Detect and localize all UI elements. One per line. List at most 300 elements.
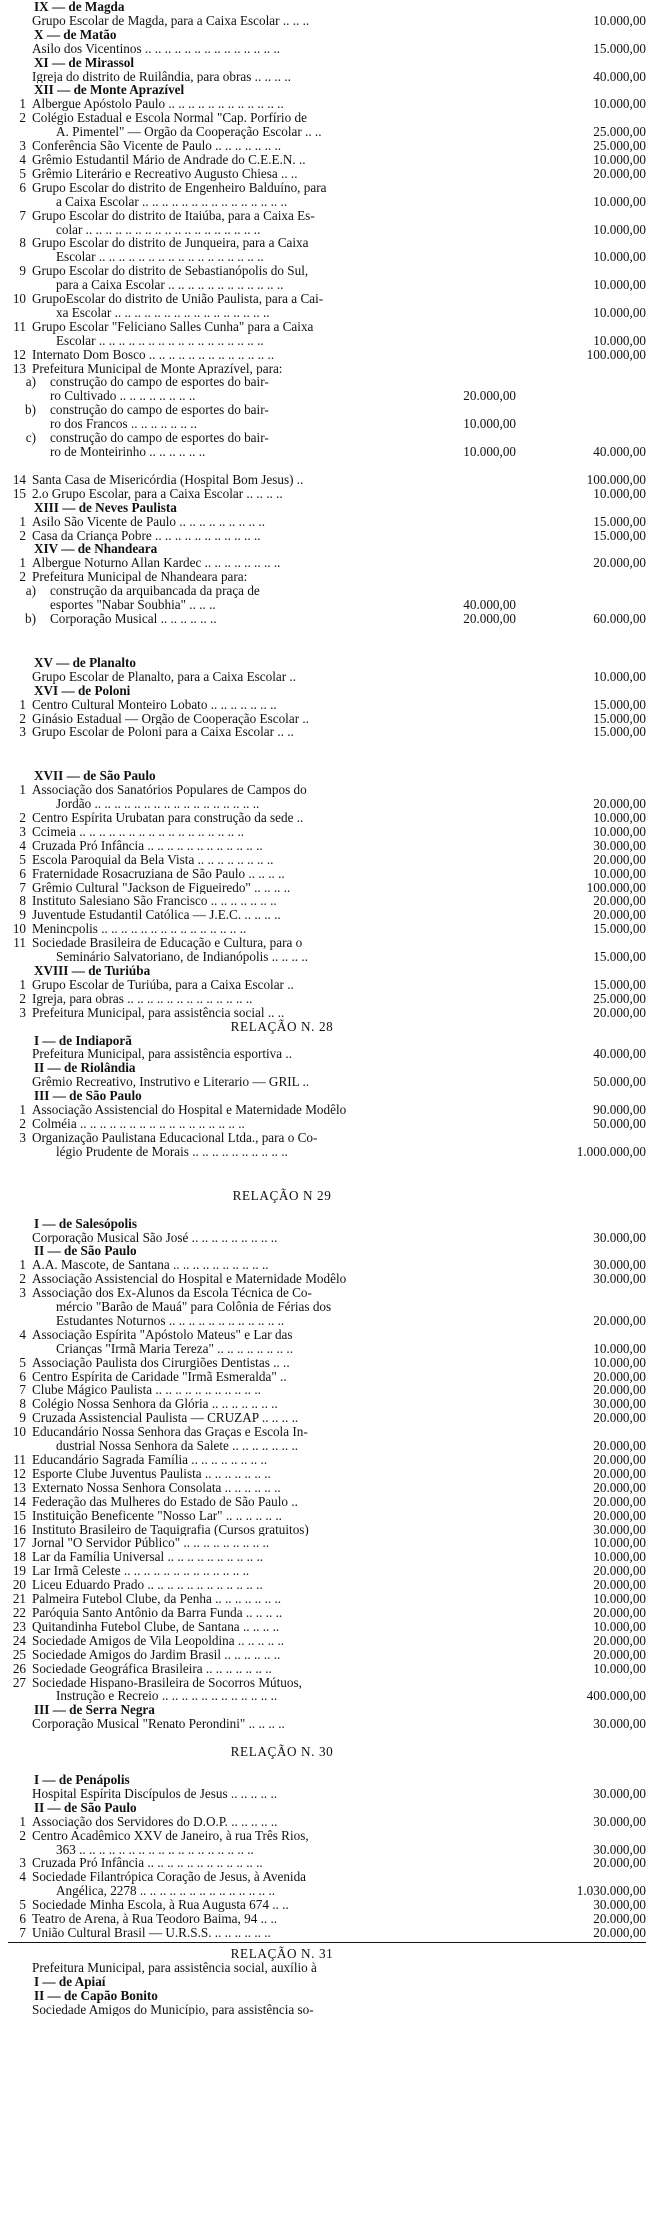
item-amount: 10.000,00 [593,278,646,293]
list-item [8,1523,646,1537]
item-text: Grupo Escolar do distrito de Junqueira, para a Caixa [32,236,309,251]
item-text: Prefeitura Municipal de Monte Aprazível, para: [32,361,283,376]
item-number: 9 [19,264,26,279]
list-item [8,1425,646,1439]
item-number: 12 [12,1466,26,1481]
item-number: 4 [19,152,26,167]
item-amount: 10.000,00 [593,152,646,167]
list-item [8,797,646,811]
item-text: Instituto Salesiano São Francisco .. .. .. .. .. .. .. [32,894,277,909]
item-amount: 10.000,00 [593,669,646,684]
section-title: XIV — de Nhandeara [34,542,158,557]
section-heading [8,1801,646,1815]
item-text: Seminário Salvatoriano, de Indianópolis .. .. .. .. [56,950,308,964]
list-item [8,992,646,1006]
item-number: 5 [19,166,26,181]
item-amount: 15.000,00 [593,977,646,992]
list-item [8,894,646,908]
item-amount: 20.000,00 [593,556,646,571]
sub-item-text: Corporação Musical .. .. .. .. .. .. [50,611,217,626]
list-item [8,1272,646,1286]
sub-item-amount: 40.000,00 [463,598,516,612]
item-text: Grupo Escolar "Feliciano Salles Cunha" para a Caixa [32,319,314,334]
item-amount: 10.000,00 [593,250,646,265]
item-text: Escola Paroquial da Bela Vista .. .. .. .. .. .. .. .. [32,852,274,867]
list-item [8,153,646,167]
item-text: Lar da Família Universal .. .. .. .. .. .. .. .. .. .. [32,1550,264,1565]
item-amount: 10.000,00 [593,486,646,501]
list-item [8,1286,646,1300]
sub-item-text: construção do campo de esportes do bair- [50,375,269,390]
list-item [8,362,646,376]
item-number: 11 [13,1453,26,1467]
item-amount: 10.000,00 [593,1536,646,1551]
sub-item-row [8,612,646,626]
list-item [8,264,646,278]
section-heading [8,542,646,556]
item-amount: 30.000,00 [593,1258,646,1273]
item-text: Sociedade Hispano-Brasileira de Socorros Mútuos, [32,1675,302,1690]
list-item [8,1787,646,1801]
section-heading [8,0,646,14]
list-item [8,1912,646,1926]
item-number: 7 [19,208,26,223]
item-text: Lar Irmã Celeste .. .. .. .. .. .. .. .. .. .. .. .. .. [32,1564,250,1579]
list-item [8,881,646,895]
item-text: Associação Assistencial do Hospital e Maternidade Modêlo [32,1103,347,1117]
item-text: mércio "Barão de Mauá" para Colônia de Férias dos [56,1300,332,1314]
item-amount: 10.000,00 [593,222,646,237]
item-number: 3 [19,1286,26,1301]
item-number: 20 [12,1578,26,1593]
list-item [8,1676,646,1690]
list-item [8,1634,646,1648]
item-text: Educandário Sagrada Família .. .. .. .. .. .. .. .. [32,1453,268,1467]
list-item [8,209,646,223]
item-number: 10 [12,292,26,306]
item-amount: 20.000,00 [593,1605,646,1620]
item-amount: 25.000,00 [593,125,646,140]
item-text: Sociedade Amigos do Município, para assistência so- [32,2002,314,2017]
section-heading [8,656,646,670]
item-text: Grêmio Recreativo, Instrutivo e Literario — GRIL .. [32,1075,310,1090]
item-number: 13 [12,361,26,376]
list-item [8,1578,646,1592]
item-number: 4 [19,838,26,853]
item-amount: 30.000,00 [593,1522,646,1537]
list-item [8,853,646,867]
item-text: Ginásio Estadual — Orgão de Cooperação Escolar .. [32,711,309,726]
item-text: Igreja, para obras .. .. .. .. .. .. .. .. .. .. .. .. .. [32,991,253,1006]
item-amount: 25.000,00 [593,139,646,153]
item-amount: 10.000,00 [593,1592,646,1606]
item-number: 14 [12,1494,26,1509]
list-item [8,236,646,250]
item-number: 2 [19,570,26,585]
sub-item-letter: a) [25,584,36,599]
item-text: Teatro de Arena, à Rua Teodoro Baima, 94 .. .. [32,1912,278,1926]
item-number: 4 [19,1870,26,1885]
item-text: Associação dos Sanatórios Populares de Campos do [32,783,307,798]
item-amount: 10.000,00 [593,1355,646,1370]
item-number: 2 [19,528,26,543]
section-title: XII — de Monte Aprazível [34,83,185,98]
item-text: Grupo Escolar do distrito de Itaiúba, para a Caixa Es- [32,208,315,223]
item-amount: 30.000,00 [593,1814,646,1829]
item-amount: 10.000,00 [593,1550,646,1565]
spacer [8,1203,646,1217]
spacer [8,459,646,473]
sub-item-text: construção da arquibancada da praça de [50,584,260,599]
list-item [8,181,646,195]
list-item [8,1961,646,1975]
item-number: 1 [19,556,26,571]
item-text: Sociedade Brasileira de Educação e Cultura, para o [32,936,303,951]
sub-item-row [8,445,646,459]
item-text: Grupo Escolar de Magda, para a Caixa Escolar .. .. .. [32,13,310,28]
item-number: 7 [19,1926,26,1940]
item-amount: 400.000,00 [586,1689,646,1704]
item-text: Internato Dom Bosco .. .. .. .. .. .. .. .. .. .. .. .. .. [32,347,275,362]
list-item [8,1075,646,1089]
item-amount: 10.000,00 [593,305,646,320]
item-number: 6 [19,180,26,195]
item-text: Cruzada Pró Infância .. .. .. .. .. .. .. .. .. .. .. .. [32,1856,263,1871]
item-amount: 20.000,00 [593,1564,646,1579]
list-item [8,1006,646,1020]
item-amount: 20.000,00 [593,797,646,812]
item-number: 23 [12,1619,26,1634]
item-amount: 15.000,00 [593,711,646,726]
list-item [8,1843,646,1857]
sub-item-letter: c) [25,431,36,445]
item-number: 16 [12,1522,26,1537]
item-number: 8 [19,236,26,251]
list-item [8,1536,646,1550]
item-text: Organização Paulistana Educacional Ltda., para o Co- [32,1130,318,1145]
list-item [8,811,646,825]
item-text: Albergue Apóstolo Paulo .. .. .. .. .. .. .. .. .. .. .. .. [32,97,284,112]
section-heading [8,28,646,42]
item-number: 19 [12,1564,26,1579]
sub-item-row [8,389,646,403]
item-text: Corporação Musical "Renato Perondini" .. .. .. .. [32,1717,285,1732]
section-heading [8,964,646,978]
section-heading [8,1244,646,1258]
item-amount: 10.000,00 [593,811,646,825]
list-item [8,1884,646,1898]
item-amount: 15.000,00 [593,697,646,712]
item-amount: 20.000,00 [593,1633,646,1648]
item-text: Colégio Estadual e Escola Normal "Cap. Porfírio de [32,111,307,126]
item-number: 2 [19,711,26,726]
item-text: Escolar .. .. .. .. .. .. .. .. .. .. .. .. .. .. .. .. .. [56,250,264,265]
item-number: 17 [12,1536,26,1551]
list-item [8,473,646,487]
list-item [8,334,646,348]
list-item [8,1328,646,1342]
item-text: Grupo Escolar do distrito de Engenheiro Balduíno, para [32,180,327,195]
sub-item-row [8,431,646,445]
item-text: dustrial Nossa Senhora da Salete .. .. .. .. .. .. .. [56,1439,299,1453]
section-heading [8,1975,646,1989]
list-item [8,1495,646,1509]
list-item [8,1926,646,1940]
list-item [8,14,646,28]
item-amount: 20.000,00 [593,1647,646,1662]
item-number: 3 [19,1130,26,1145]
item-amount: 20.000,00 [593,1383,646,1398]
section-title: III — de Serra Negra [34,1703,155,1718]
item-amount: 20.000,00 [593,1912,646,1926]
item-amount: 10.000,00 [593,97,646,112]
sub-item-letter: a) [25,375,36,390]
item-number: 2 [19,111,26,126]
item-number: 8 [19,1397,26,1412]
section-heading [8,56,646,70]
item-text: Prefeitura Municipal, para assistência social .. .. [32,1005,285,1020]
sub-item-text: ro de Monteirinho .. .. .. .. .. .. [50,445,206,459]
spacer [8,1731,646,1745]
list-item [8,250,646,264]
item-number: 1 [19,1814,26,1829]
item-text: para a Caixa Escolar .. .. .. .. .. .. .. .. .. .. .. .. [56,278,284,293]
item-number: 3 [19,725,26,740]
list-item [8,292,646,306]
item-number: 13 [12,1480,26,1495]
list-item [8,725,646,739]
item-text: a Caixa Escolar .. .. .. .. .. .. .. .. .. .. .. .. .. .. .. [56,194,288,209]
item-amount: 20.000,00 [593,894,646,909]
item-number: 2 [19,991,26,1006]
item-text: Crianças "Irmã Maria Tereza" .. .. .. .. .. .. .. .. [56,1341,294,1356]
item-number: 3 [19,1856,26,1871]
item-text: Hospital Espírita Discípulos de Jesus .. .. .. .. .. [32,1786,278,1801]
item-number: 1 [19,97,26,112]
list-item [8,167,646,181]
item-number: 10 [12,922,26,937]
item-number: 10 [12,1425,26,1440]
item-amount: 15.000,00 [593,41,646,56]
item-text: Casa da Criança Pobre .. .. .. .. .. .. .. .. .. .. .. [32,528,261,543]
item-amount: 40.000,00 [593,69,646,84]
list-item [8,1689,646,1703]
sub-item-amount: 10.000,00 [463,417,516,432]
item-amount: 20.000,00 [593,1005,646,1020]
item-amount: 20.000,00 [593,852,646,867]
item-text: Federação das Mulheres do Estado de São Paulo .. [32,1494,298,1509]
item-text: xa Escolar .. .. .. .. .. .. .. .. .. .. .. .. .. .. .. .. [56,305,270,320]
item-text: Sociedade Amigos do Jardim Brasil .. .. .. .. .. .. [32,1647,281,1662]
item-text: colar .. .. .. .. .. .. .. .. .. .. .. .. .. .. .. .. .. .. [56,222,261,237]
item-text: Paróquia Santo Antônio da Barra Funda .. .. .. .. [32,1605,283,1620]
list-item [8,1648,646,1662]
section-heading [8,1989,646,2003]
item-text: Centro Acadêmico XXV de Janeiro, à rua Três Rios, [32,1828,309,1843]
list-item [8,936,646,950]
item-amount: 15.000,00 [593,922,646,937]
item-text: légio Prudente de Morais .. .. .. .. .. .. .. .. .. .. [56,1144,288,1159]
section-title: II — de Riolândia [34,1061,136,1076]
list-item [8,1117,646,1131]
item-amount: 30.000,00 [593,1786,646,1801]
item-text: Juventude Estudantil Católica — J.E.C. .. .. .. .. [32,908,281,923]
item-amount: 30.000,00 [593,1230,646,1245]
section-title: II — de São Paulo [34,1244,137,1259]
item-text: Escolar .. .. .. .. .. .. .. .. .. .. .. .. .. .. .. .. .. [56,333,264,348]
item-amount: 30.000,00 [593,1898,646,1913]
section-heading [8,1773,646,1787]
item-text: Menincpolis .. .. .. .. .. .. .. .. .. .. .. .. .. .. .. [32,922,247,937]
sub-item-text: esportes "Nabar Soubhia" .. .. .. [50,598,216,612]
section-title: I — de Salesópolis [34,1216,137,1231]
item-amount: 20.000,00 [593,1856,646,1871]
sub-item-amount: 20.000,00 [463,611,516,626]
item-text: Grêmio Estudantil Mário de Andrade do C.E.E.N. .. [32,152,306,167]
section-title: I — de Apiaí [34,1974,106,1989]
item-text: Associação dos Ex-Alunos da Escola Técnica de Co- [32,1286,312,1301]
item-number: 6 [19,1369,26,1384]
list-item [8,1300,646,1314]
item-text: Grupo Escolar de Turiúba, para a Caixa Escolar .. [32,977,294,992]
item-number: 5 [19,1355,26,1370]
list-item [8,1411,646,1425]
list-item [8,1815,646,1829]
item-text: Colméia .. .. .. .. .. .. .. .. .. .. .. .. .. .. .. .. .. [32,1116,245,1131]
item-number: 4 [19,1327,26,1342]
sub-item-text: ro dos Francos .. .. .. .. .. .. .. [50,417,197,432]
item-amount: 10.000,00 [593,1341,646,1356]
list-item [8,825,646,839]
item-text: Angélica, 2278 .. .. .. .. .. .. .. .. .. .. .. .. .. .. [56,1884,276,1899]
list-item [8,1131,646,1145]
item-amount: 50.000,00 [593,1116,646,1131]
item-text: Conferência São Vicente de Paulo .. .. .. .. .. .. .. [32,139,282,153]
list-item [8,1564,646,1578]
item-number: 5 [19,1898,26,1913]
item-text: Instrução e Recreio .. .. .. .. .. .. .. .. .. .. .. .. [56,1689,278,1704]
item-text: Esporte Clube Juventus Paulista .. .. .. .. .. .. .. [32,1466,271,1481]
list-item [8,1258,646,1272]
section-title: XVIII — de Turiúba [34,964,151,978]
item-number: 22 [12,1605,26,1620]
list-item [8,1662,646,1676]
item-amount: 60.000,00 [593,611,646,626]
item-number: 1 [19,1103,26,1117]
item-amount: 20.000,00 [593,1926,646,1940]
list-item [8,1370,646,1384]
section-heading [8,1089,646,1103]
item-text: Instituto Brasileiro de Taquigrafia (Cursos gratuitos) [32,1522,309,1537]
section-heading [8,684,646,698]
list-item [8,1481,646,1495]
item-number: 27 [12,1675,26,1690]
item-amount: 10.000,00 [593,1661,646,1676]
item-text: Cruzada Pró Infância .. .. .. .. .. .. .. .. .. .. .. .. [32,838,263,853]
item-amount: 20.000,00 [593,166,646,181]
item-amount: 15.000,00 [593,514,646,529]
list-item [8,1856,646,1870]
item-text: Palmeira Futebol Clube, da Penha .. .. .. .. .. .. .. [32,1592,282,1606]
item-number: 2 [19,1116,26,1131]
list-item [8,139,646,153]
list-item [8,908,646,922]
item-text: Grupo Escolar de Planalto, para a Caixa Escolar .. [32,669,297,684]
item-number: 11 [13,319,26,334]
item-number: 9 [19,1411,26,1426]
section-title: II — de Capão Bonito [34,1988,158,2003]
list-item [8,1509,646,1523]
list-item [8,783,646,797]
item-number: 14 [12,472,26,487]
item-text: Prefeitura Municipal, para assistência social, auxílio à [32,1960,317,1975]
list-item [8,839,646,853]
item-amount: 30.000,00 [593,838,646,853]
amount-rule [8,1942,646,1943]
list-item [8,712,646,726]
spacer [8,626,646,656]
list-item [8,306,646,320]
item-text: União Cultural Brasil — U.R.S.S. .. .. .. .. .. .. [32,1926,271,1940]
sub-item-text: construção do campo de esportes do bair- [50,403,269,418]
item-number: 24 [12,1633,26,1648]
item-amount: 20.000,00 [593,1508,646,1523]
list-item [8,111,646,125]
item-text: A. Pimentel" — Orgão da Cooperação Escolar .. .. [56,125,322,140]
item-amount: 10.000,00 [593,194,646,209]
item-text: Associação Assistencial do Hospital e Maternidade Modêlo [32,1272,347,1287]
list-item [8,529,646,543]
section-title: XVII — de São Paulo [34,769,156,784]
item-text: Jornal "O Servidor Público" .. .. .. .. .. .. .. .. .. [32,1536,270,1551]
list-item [8,70,646,84]
list-item [8,1717,646,1731]
item-amount: 20.000,00 [593,1439,646,1453]
sub-item-text: construção do campo de esportes do bair- [50,431,269,445]
section-title: XVI — de Poloni [34,683,131,698]
section-heading [8,501,646,515]
section-heading [8,1061,646,1075]
item-text: Quitandinha Futebol Clube, de Santana .. .. .. .. [32,1619,280,1634]
list-item [8,348,646,362]
item-text: A.A. Mascote, de Santana .. .. .. .. .. .. .. .. .. .. [32,1258,269,1273]
item-amount: 10.000,00 [593,333,646,348]
item-amount: 20.000,00 [593,1313,646,1328]
list-item [8,1898,646,1912]
item-text: Sociedade Geográfica Brasileira .. .. .. .. .. .. .. [32,1661,272,1676]
list-item [8,1453,646,1467]
item-amount: 20.000,00 [593,1411,646,1426]
item-amount: 90.000,00 [593,1103,646,1117]
item-text: 2.o Grupo Escolar, para a Caixa Escolar .. .. .. .. [32,486,283,501]
spacer [8,739,646,769]
list-item [8,1592,646,1606]
item-amount: 10.000,00 [593,824,646,839]
list-item [8,1231,646,1245]
list-item [8,978,646,992]
item-number: 1 [19,783,26,798]
list-item [8,1356,646,1370]
relacao-heading: RELAÇÃO N. 30 [230,1744,334,1760]
item-amount: 20.000,00 [593,1466,646,1481]
sub-item-row [8,417,646,431]
item-number: 12 [12,347,26,362]
list-item [8,487,646,501]
item-number: 6 [19,1912,26,1926]
item-text: Grêmio Literário e Recreativo Augusto Chiesa .. .. [32,166,298,181]
list-item [8,1383,646,1397]
list-item [8,1145,646,1159]
